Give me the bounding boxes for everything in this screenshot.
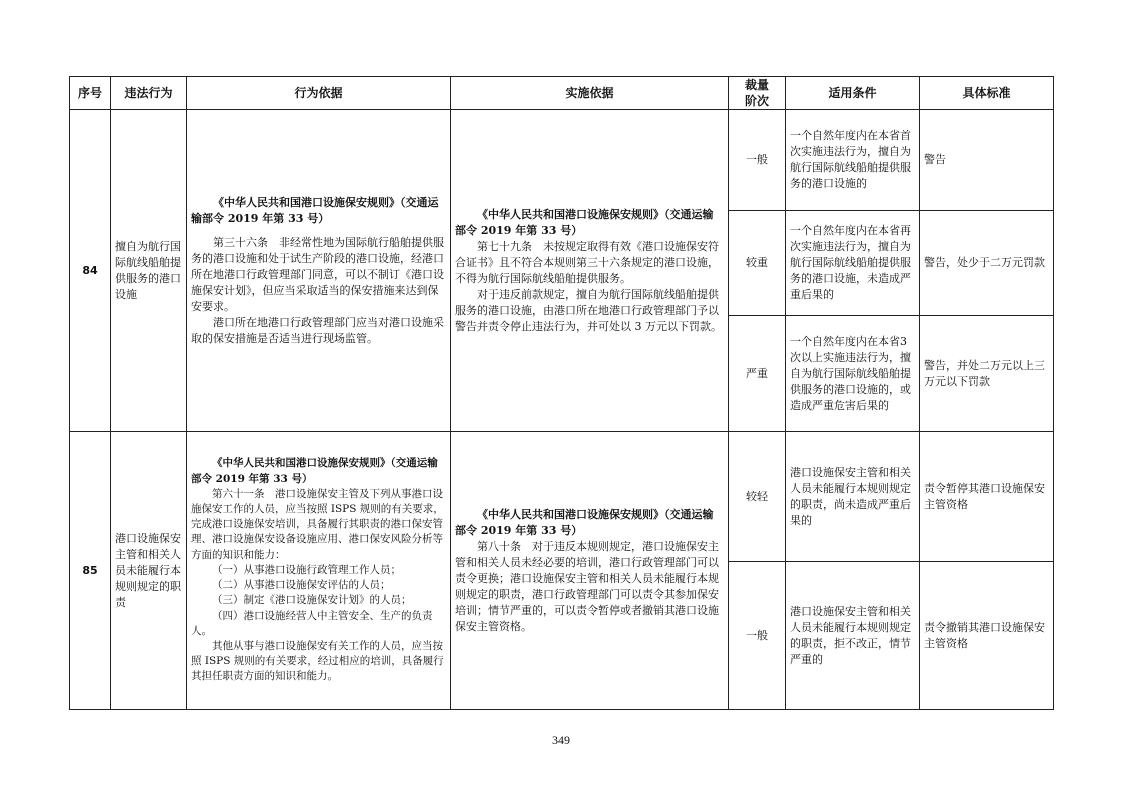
- standard-cell: 警告，处少于二万元罚款: [920, 211, 1054, 316]
- header-implementation: 实施依据: [451, 77, 729, 110]
- basis-title: 《中华人民共和国港口设施保安规则》（交通运输部令 2019 年第 33 号）: [191, 195, 439, 225]
- level-cell: 一般: [729, 110, 786, 211]
- condition-cell: 港口设施保安主管和相关人员未能履行本规则规定的职责，拒不改正，情节严重的: [786, 562, 920, 710]
- implementation-cell: [451, 110, 729, 432]
- condition-cell: 一个自然年度内在本省3 次以上实施违法行为，擅自为航行国际航线船舶提供服务的港口设施的，或造成严重危害后果的: [786, 316, 920, 432]
- table-row: [70, 432, 1054, 562]
- basis-title: 《中华人民共和国港口设施保安规则》（交通运输部令 2019 年第 33 号）: [191, 457, 438, 485]
- basis-cell: [187, 110, 451, 432]
- header-seq: 序号: [70, 77, 111, 110]
- header-basis: 行为依据: [187, 77, 451, 110]
- violation-cell: 港口设施保安主管和相关人员未能履行本规则规定的职责: [111, 432, 187, 710]
- condition-cell: 一个自然年度内在本省首次实施违法行为，擅自为航行国际航线船舶提供服务的港口设施的: [786, 110, 920, 211]
- basis-cell: [187, 432, 451, 710]
- basis-paragraph: 其他从事与港口设施保安有关工作的人员，应当按照 ISPS 规则的有关要求，经过相应的培训，具备履行其担任职责方面的知识和能力。: [191, 639, 444, 683]
- level-cell: 严重: [729, 316, 786, 432]
- header-level: 裁量阶次: [729, 77, 786, 110]
- header-row: [70, 77, 1054, 110]
- condition-cell: 一个自然年度内在本省再次实施违法行为，擅自为航行国际航线船舶提供服务的港口设施，未造成严重后果的: [786, 211, 920, 316]
- basis-paragraph: （一）从事港口设施行政管理工作人员；: [212, 563, 401, 576]
- header-condition: 适用条件: [786, 77, 920, 110]
- level-cell: 较轻: [729, 432, 786, 562]
- basis-paragraph: 第三十六条 非经常性地为国际航行船舶提供服务的港口设施和处于试生产阶段的港口设施，经港口所在地港口行政管理部门同意，可以不制订《港口设施保安计划》，但应当采取适当的保安措施来达到保安要求。: [191, 235, 444, 313]
- basis-paragraph: （四）港口设施经营人中主管安全、生产的负责人。: [191, 609, 433, 637]
- violation-cell: 擅自为航行国际航线船舶提供服务的港口设施: [111, 110, 187, 432]
- implementation-title: 《中华人民共和国港口设施保安规则》（交通运输部令 2019 年第 33 号）: [455, 507, 714, 537]
- implementation-paragraph: 第七十九条 未按规定取得有效《港口设施保安符合证书》且不符合本规则第三十六条规定的港口设施，不得为航行国际航线船舶提供服务。: [455, 239, 719, 285]
- standard-cell: 责令暂停其港口设施保安主管资格: [920, 432, 1054, 562]
- standard-cell: 警告: [920, 110, 1054, 211]
- header-standard: 具体标准: [920, 77, 1054, 110]
- condition-cell: 港口设施保安主管和相关人员未能履行本规则规定的职责，尚未造成严重后果的: [786, 432, 920, 562]
- page-number: 349: [552, 733, 570, 747]
- standard-cell: 责令撤销其港口设施保安主管资格: [920, 562, 1054, 710]
- basis-paragraph: （二）从事港口设施保安评估的人员；: [212, 579, 391, 592]
- row-number: 85: [70, 432, 111, 710]
- implementation-title: 《中华人民共和国港口设施保安规则》（交通运输部令 2019 年第 33 号）: [455, 207, 714, 237]
- implementation-paragraph: 第八十条 对于违反本规则规定，港口设施保安主管和相关人员未经必要的培训，港口行政管理部门可以责令更换；港口设施保安主管和相关人员未能履行本规则规定的职责，港口行政管理部门可以责令其参加保安培训；情节严重的，可以责令暂停或者撤销其港口设施保安主管资格。: [455, 539, 719, 633]
- row-number: 84: [70, 110, 111, 432]
- level-cell: 一般: [729, 562, 786, 710]
- basis-paragraph: （三）制定《港口设施保安计划》的人员；: [212, 594, 412, 607]
- implementation-paragraph: 对于违反前款规定，擅自为航行国际航线船舶提供服务的港口设施，由港口所在地港口行政管理部门予以警告并责令停止违法行为，并可处以 3 万元以下罚款。: [455, 287, 722, 333]
- level-cell: 较重: [729, 211, 786, 316]
- header-violation: 违法行为: [111, 77, 187, 110]
- basis-paragraph: 第六十一条 港口设施保安主管及下列从事港口设施保安工作的人员，应当按照 ISPS 规则的有关要求，完成港口设施保安培训，具备履行其职责的港口保安管理、港口设施保安设备设施应用、港口保安风险分析等方面的知识和能力：: [191, 487, 444, 561]
- basis-paragraph: 港口所在地港口行政管理部门应当对港口设施采取的保安措施是否适当进行现场监管。: [191, 315, 444, 345]
- implementation-cell: [451, 432, 729, 710]
- regulation-table: [69, 76, 1054, 710]
- table-row: [70, 110, 1054, 211]
- standard-cell: 警告，并处二万元以上三万元以下罚款: [920, 316, 1054, 432]
